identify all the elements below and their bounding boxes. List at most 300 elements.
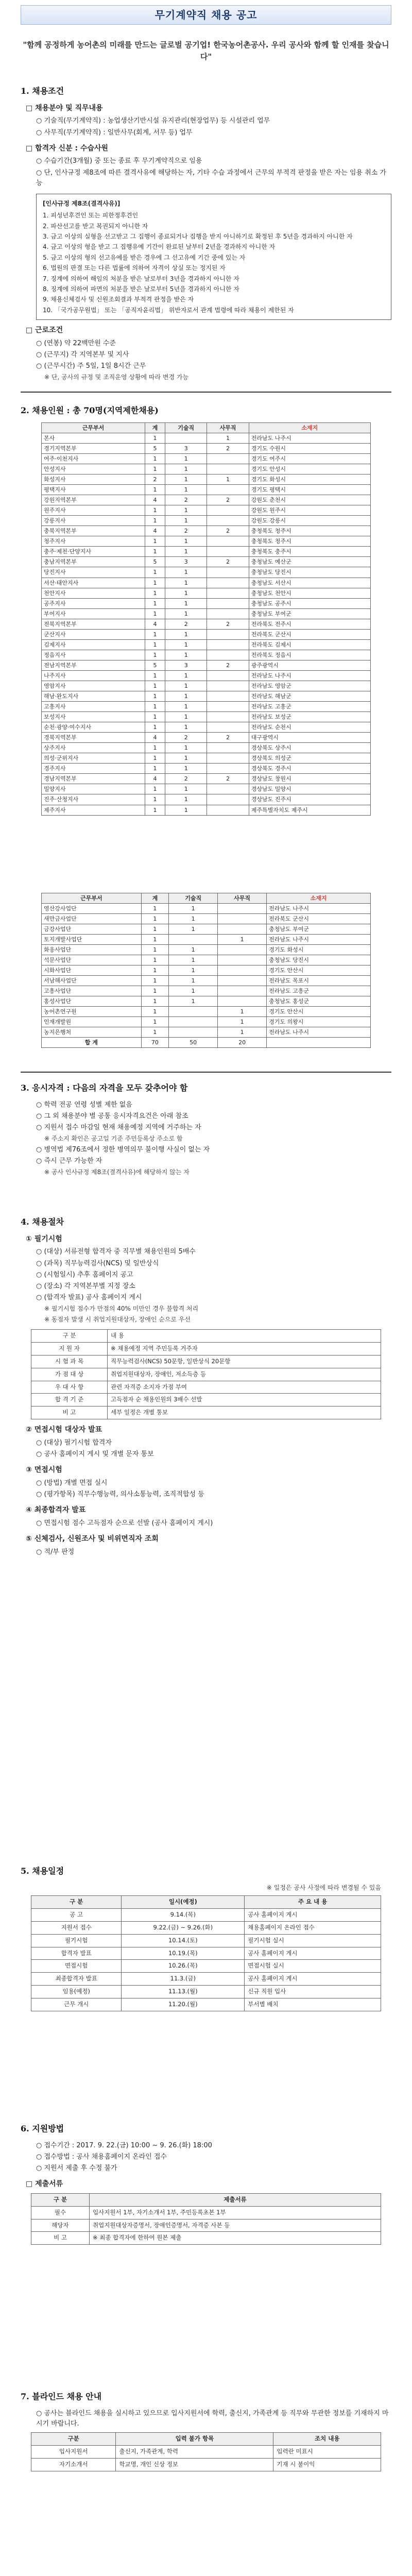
table-cell: 1 bbox=[165, 453, 207, 464]
table-cell: 1 bbox=[169, 955, 218, 965]
table-cell: 1 bbox=[218, 1027, 267, 1038]
list-item: ○ 지원서 제출 후 수정 불가 bbox=[36, 2164, 117, 2173]
list-item: ○ 즉시 근무 가능한 자 bbox=[36, 1157, 102, 1165]
col-total: 계 bbox=[141, 893, 168, 903]
list-item: ○ (과목) 직무능력검사(NCS) 및 일반상식 bbox=[36, 1259, 159, 1267]
table-cell: 전라남도 영암군 bbox=[249, 681, 370, 691]
table-cell: 나주지사 bbox=[42, 670, 145, 681]
table-cell: 필수 bbox=[31, 2206, 90, 2219]
table-cell: 필기시험 실시 bbox=[245, 1934, 381, 1947]
schedule-table bbox=[31, 1895, 381, 2011]
table-cell: 상주지사 bbox=[42, 743, 145, 753]
box-line: 10. 「국가공무원법」 또는 「공직자윤리법」 위반자로서 관계 법령에 따라 채용이 제한된 자 bbox=[43, 306, 294, 314]
list-item: ○ 그 외 채용분야 별 공통 응시자격요건은 아래 참조 bbox=[36, 1112, 188, 1120]
box-line: 1. 피성년후견인 또는 피한정후견인 bbox=[43, 212, 139, 219]
table-cell: 충청남도 홍성군 bbox=[267, 996, 371, 1007]
sub-heading: ⑤ 신체검사, 신원조사 및 비위면직자 조회 bbox=[26, 1534, 159, 1543]
col-kind: 구 분 bbox=[31, 2193, 90, 2206]
section-headcount bbox=[21, 404, 391, 1048]
table-cell: 서남해사업단 bbox=[42, 975, 142, 986]
note: ※ 필기시험 점수가 만점의 40% 미만인 경우 불합격 처리 bbox=[44, 1305, 199, 1313]
table-cell: 4 bbox=[145, 495, 165, 505]
table-cell: 기재 시 불이익 bbox=[273, 2458, 381, 2471]
table-cell: 충청북도 충주시 bbox=[249, 547, 370, 557]
table-cell: 최종합격자 발표 bbox=[31, 1973, 122, 1986]
table-row bbox=[31, 2445, 381, 2458]
col-location: 소재지 bbox=[267, 893, 371, 903]
table-cell: 고흥사업단 bbox=[42, 986, 142, 996]
table-cell bbox=[218, 975, 267, 986]
table-cell bbox=[218, 986, 267, 996]
table-cell: 4 bbox=[145, 619, 165, 629]
col-item: 입력 불가 항목 bbox=[116, 2433, 273, 2446]
table-cell: 1 bbox=[145, 650, 165, 660]
table-cell: 고흥지사 bbox=[42, 702, 145, 712]
table-cell: 채용홈페이지 온라인 접수 bbox=[245, 1922, 381, 1935]
table-cell bbox=[207, 805, 249, 815]
table-cell: 1 bbox=[141, 924, 168, 934]
table-cell bbox=[207, 485, 249, 495]
table-cell bbox=[207, 794, 249, 805]
table-cell: 3 bbox=[165, 557, 207, 567]
table-cell: 9.22.(금) ~ 9.26.(화) bbox=[122, 1922, 245, 1935]
table-cell: 부여지사 bbox=[42, 608, 145, 619]
table-cell: 경기도 여주시 bbox=[249, 453, 370, 464]
table-cell: 충청남도 서산시 bbox=[249, 578, 370, 588]
col-office: 사무직 bbox=[218, 893, 267, 903]
table-cell: 1 bbox=[218, 1017, 267, 1027]
table-row bbox=[31, 1986, 381, 1998]
table-cell: 1 bbox=[165, 608, 207, 619]
table-cell: 세부 일정은 개별 통보 bbox=[108, 1406, 381, 1419]
table-cell: 해남·완도지사 bbox=[42, 691, 145, 702]
sub-heading: □ 제출서류 bbox=[26, 2180, 63, 2189]
table-cell bbox=[207, 453, 249, 464]
table-cell: 토지개발사업단 bbox=[42, 934, 142, 944]
sub-heading: □ 채용분야 및 직무내용 bbox=[26, 104, 103, 112]
list-item: ○ 공사는 블라인드 채용을 실시하고 있으므로 입사지원서에 학력, 출신지, 가족관계 등 직무와 무관한 정보를 기재하지 마시기 바랍니다. bbox=[36, 2409, 389, 2428]
table-cell: 1 bbox=[145, 722, 165, 733]
table-cell: 경기도 안산시 bbox=[267, 965, 371, 975]
table-cell: 부서별 배치 bbox=[245, 1998, 381, 2011]
table-cell bbox=[207, 598, 249, 608]
table-cell: 우 대 사 항 bbox=[31, 1381, 108, 1394]
table-cell bbox=[207, 722, 249, 733]
table-cell: 11.20.(월) bbox=[122, 1998, 245, 2011]
process-detail-table bbox=[31, 1329, 381, 1419]
total-row bbox=[42, 1038, 371, 1048]
list-item: ○ 단, 인사규정 제8조에 따른 결격사유에 해당하는 자, 기타 수습 과정에서 근무의 부적격 판정을 받은 자는 임용 취소 가능 bbox=[36, 168, 386, 187]
table-cell: 합 격 기 준 bbox=[31, 1394, 108, 1406]
list-item: ○ (대상) 필기시험 합격자 bbox=[36, 1438, 112, 1447]
table-cell: 면접시험 bbox=[31, 1960, 122, 1973]
table-cell: 경남지역본부 bbox=[42, 774, 145, 784]
table-cell: 서산·태안지사 bbox=[42, 578, 145, 588]
table-cell bbox=[169, 1007, 218, 1017]
table-cell: 경기도 안산시 bbox=[267, 1007, 371, 1017]
col-action: 조치 내용 bbox=[273, 2433, 381, 2446]
table-cell: 2 bbox=[207, 619, 249, 629]
table-cell: 홍성사업단 bbox=[42, 996, 142, 1007]
table-cell: 1 bbox=[145, 743, 165, 753]
table-cell: 임용(예정) bbox=[31, 1986, 122, 1998]
table-cell bbox=[218, 903, 267, 913]
table-cell: 1 bbox=[169, 965, 218, 975]
table-cell: 1 bbox=[165, 691, 207, 702]
table-row bbox=[31, 1973, 381, 1986]
table-row bbox=[42, 567, 371, 578]
table-cell: 2 bbox=[207, 557, 249, 567]
table-cell bbox=[207, 681, 249, 691]
table-cell bbox=[218, 965, 267, 975]
table-row bbox=[42, 619, 371, 629]
col-kind: 구분 bbox=[31, 2433, 116, 2446]
table-cell: 경기도 의왕시 bbox=[267, 1017, 371, 1027]
table-cell: 2 bbox=[207, 733, 249, 743]
table-cell: 1 bbox=[141, 975, 168, 986]
table-cell: 1 bbox=[169, 944, 218, 955]
table-cell: 1 bbox=[165, 805, 207, 815]
table-cell: 1 bbox=[165, 588, 207, 598]
table-cell bbox=[207, 629, 249, 639]
table-cell: 공 고 bbox=[31, 1909, 122, 1922]
table-cell: 관련 자격증 소지자 가점 부여 bbox=[108, 1381, 381, 1394]
list-item: ○ 수습기간(3개월) 중 또는 종료 후 무기계약직으로 임용 bbox=[36, 157, 202, 165]
table-cell: 원주지사 bbox=[42, 505, 145, 516]
col-office: 사무직 bbox=[207, 422, 249, 433]
table-cell: 경기도 안성시 bbox=[249, 464, 370, 474]
table-cell: 지 원 자 bbox=[31, 1343, 108, 1355]
table-cell bbox=[207, 702, 249, 712]
list-item: ○ 병역법 제76조에서 정한 병역의무 불이행 사실이 없는 자 bbox=[36, 1145, 210, 1154]
section-title: 4. 채용절차 bbox=[21, 1217, 64, 1227]
table-row bbox=[42, 955, 371, 965]
table-cell: 강원도 강릉시 bbox=[249, 516, 370, 526]
table-cell: 1 bbox=[169, 996, 218, 1007]
total-label: 합 계 bbox=[42, 1038, 142, 1048]
table-cell: 새만금사업단 bbox=[42, 913, 142, 924]
table-cell: 1 bbox=[145, 784, 165, 794]
headcount-table-b bbox=[41, 893, 371, 1048]
table-cell: 밀양지사 bbox=[42, 784, 145, 794]
table-row bbox=[42, 805, 371, 815]
table-row bbox=[42, 474, 371, 485]
table-row bbox=[31, 1934, 381, 1947]
disqualification-box bbox=[36, 194, 391, 320]
table-cell: 2 bbox=[145, 474, 165, 485]
col-dept: 근무부서 bbox=[42, 422, 145, 433]
table-row bbox=[31, 1355, 381, 1368]
table-cell: 1 bbox=[165, 681, 207, 691]
table-cell: 경상북도 경주시 bbox=[249, 764, 370, 774]
table-cell: 1 bbox=[141, 1027, 168, 1038]
table-cell: 비 고 bbox=[31, 1406, 108, 1419]
box-line: 3. 금고 이상의 실형을 선고받고 그 집행이 종료되거나 집행을 받지 아니하기로 확정된 후 5년을 경과하지 아니한 자 bbox=[43, 233, 353, 241]
table-cell: 1 bbox=[207, 433, 249, 443]
table-cell: 1 bbox=[145, 753, 165, 764]
list-item: ○ (방법) 개별 면접 실시 bbox=[36, 1479, 108, 1487]
table-row bbox=[42, 975, 371, 986]
table-cell: 충남지역본부 bbox=[42, 557, 145, 567]
table-cell: 전라남도 해남군 bbox=[249, 691, 370, 702]
table-row bbox=[42, 965, 371, 975]
table-row bbox=[42, 733, 371, 743]
section-title: 3. 응시자격 : 다음의 자격을 모두 갖추어야 함 bbox=[21, 1083, 188, 1093]
section-title: 1. 채용조건 bbox=[21, 86, 64, 96]
table-cell: 영암지사 bbox=[42, 681, 145, 691]
table-cell: 입사지원서 1부, 자기소개서 1부, 주민등록초본 1부 bbox=[90, 2206, 381, 2219]
sub-heading: ③ 면접시험 bbox=[26, 1466, 62, 1475]
table-row bbox=[42, 650, 371, 660]
table-cell: 1 bbox=[165, 639, 207, 650]
blind-table bbox=[31, 2432, 381, 2471]
table-cell: 김제지사 bbox=[42, 639, 145, 650]
table-cell: 전라북도 정읍시 bbox=[249, 650, 370, 660]
table-cell: 공사 홈페이지 게시 bbox=[245, 1973, 381, 1986]
table-cell: 1 bbox=[145, 505, 165, 516]
table-cell: 2 bbox=[207, 774, 249, 784]
table-cell: 여주·이천지사 bbox=[42, 453, 145, 464]
list-item: ○ 학력 전공 연령 성별 제한 없음 bbox=[36, 1100, 132, 1109]
table-cell: 충청북도 청주시 bbox=[249, 526, 370, 536]
table-cell: 1 bbox=[145, 453, 165, 464]
table-cell: 1 bbox=[165, 764, 207, 774]
table-cell: 1 bbox=[165, 536, 207, 547]
table-row bbox=[31, 1960, 381, 1973]
table-cell: 공사 홈페이지 게시 bbox=[245, 1909, 381, 1922]
table-row bbox=[42, 464, 371, 474]
table-cell: 1 bbox=[165, 547, 207, 557]
table-cell: 전라남도 목포시 bbox=[267, 975, 371, 986]
table-row bbox=[31, 1947, 381, 1960]
table-cell: 경상남도 밀양시 bbox=[249, 784, 370, 794]
total-cell: 50 bbox=[169, 1038, 218, 1048]
table-cell: 1 bbox=[145, 547, 165, 557]
box-line: 4. 금고 이상의 형을 받고 그 집행유예 기간이 완료된 날부터 2년을 경과하지 아니한 자 bbox=[43, 243, 276, 251]
table-cell bbox=[207, 608, 249, 619]
table-cell: 1 bbox=[141, 1017, 168, 1027]
table-cell: 1 bbox=[165, 464, 207, 474]
box-line: 8. 징계에 의하여 파면의 처분을 받은 날로부터 5년을 경과하지 아니한 자 bbox=[43, 285, 239, 293]
table-cell bbox=[218, 924, 267, 934]
table-cell: 1 bbox=[165, 485, 207, 495]
table-cell: 2 bbox=[165, 619, 207, 629]
table-cell: 11.3.(금) bbox=[122, 1973, 245, 1986]
table-row bbox=[42, 774, 371, 784]
table-cell: ※ 채용예정 지역 주민등록 거주자 bbox=[108, 1343, 381, 1355]
table-cell: 2 bbox=[165, 733, 207, 743]
table-cell: 취업지원대상자, 장애인, 저소득층 등 bbox=[108, 1368, 381, 1381]
table-cell: 공사 홈페이지 게시 bbox=[245, 1947, 381, 1960]
table-row bbox=[31, 2458, 381, 2471]
col-total: 계 bbox=[145, 422, 165, 433]
table-cell: 경기지역본부 bbox=[42, 443, 145, 453]
table-row bbox=[42, 505, 371, 516]
table-cell bbox=[169, 1017, 218, 1027]
note: ※ 공사 인사규정 제8조(결격사유)에 해당하지 않는 자 bbox=[44, 1168, 190, 1176]
table-cell: 경상북도 의성군 bbox=[249, 753, 370, 764]
section-process bbox=[21, 1216, 391, 1558]
table-row bbox=[42, 986, 371, 996]
table-cell bbox=[165, 433, 207, 443]
table-cell: 2 bbox=[165, 526, 207, 536]
slogan: "함께 공정하게 농어촌의 미래를 만드는 글로벌 공기업! 한국농어촌공사. 우리 공사와 함께 할 인재를 찾습니다" bbox=[23, 40, 389, 61]
table-cell bbox=[218, 913, 267, 924]
table-cell: 1 bbox=[165, 784, 207, 794]
table-cell: 10.19.(목) bbox=[122, 1947, 245, 1960]
table-cell: 1 bbox=[141, 996, 168, 1007]
table-row bbox=[31, 1368, 381, 1381]
table-cell: 4 bbox=[145, 774, 165, 784]
table-cell bbox=[207, 743, 249, 753]
table-cell: 강원도 원주시 bbox=[249, 505, 370, 516]
col-desc: 주 요 내 용 bbox=[245, 1896, 381, 1909]
box-line: 5. 금고 이상의 형의 선고유예를 받은 경우에 그 선고유예 기간 중에 있는 자 bbox=[43, 253, 246, 261]
col-docs: 제출서류 bbox=[90, 2193, 381, 2206]
table-cell: 경북지역본부 bbox=[42, 733, 145, 743]
table-cell: 화성지사 bbox=[42, 474, 145, 485]
table-cell: 1 bbox=[165, 578, 207, 588]
table-cell: 석문사업단 bbox=[42, 955, 142, 965]
table-cell: 2 bbox=[165, 774, 207, 784]
table-row bbox=[31, 2206, 381, 2219]
table-cell: 고득점자 순 채용인원의 3배수 선발 bbox=[108, 1394, 381, 1406]
table-cell: 1 bbox=[169, 924, 218, 934]
table-cell: 군산지사 bbox=[42, 629, 145, 639]
table-row bbox=[31, 1343, 381, 1355]
total-cell: 20 bbox=[218, 1038, 267, 1048]
table-row bbox=[31, 1406, 381, 1419]
table-cell: 1 bbox=[145, 805, 165, 815]
table-row bbox=[31, 1394, 381, 1406]
table-cell bbox=[207, 753, 249, 764]
table-cell: 전라남도 나주시 bbox=[267, 934, 371, 944]
list-item: ○ (평가항목) 직무수행능력, 의사소통능력, 조직적합성 등 bbox=[36, 1490, 204, 1498]
table-cell: 전라북도 군산시 bbox=[249, 629, 370, 639]
table-cell bbox=[218, 944, 267, 955]
table-cell: 1 bbox=[145, 629, 165, 639]
table-cell: 1 bbox=[141, 955, 168, 965]
table-cell: 비 고 bbox=[31, 2232, 90, 2245]
table-cell: 충청남도 당진시 bbox=[267, 955, 371, 965]
table-cell: 강원도 춘천시 bbox=[249, 495, 370, 505]
table-cell: 1 bbox=[141, 1007, 168, 1017]
table-cell: 취업지원대상자증명서, 장애인증명서, 자격증 사본 등 bbox=[90, 2219, 381, 2232]
table-cell: 1 bbox=[218, 934, 267, 944]
table-row bbox=[42, 443, 371, 453]
section-title: 2. 채용인원 : 총 70명(지역제한채용) bbox=[21, 405, 159, 415]
col-location: 소재지 bbox=[249, 422, 370, 433]
table-cell: 청주지사 bbox=[42, 536, 145, 547]
table-cell: 1 bbox=[145, 794, 165, 805]
table-cell: 신규 직원 입사 bbox=[245, 1986, 381, 1998]
table-row bbox=[42, 702, 371, 712]
table-cell: 경기도 평택시 bbox=[249, 485, 370, 495]
table-cell: 보성지사 bbox=[42, 712, 145, 722]
table-cell bbox=[207, 712, 249, 722]
table-cell: 1 bbox=[165, 743, 207, 753]
sub-heading: □ 합격자 신분 : 수습사원 bbox=[26, 144, 109, 152]
table-row bbox=[42, 996, 371, 1007]
table-cell: 시 험 과 목 bbox=[31, 1355, 108, 1368]
table-cell: 순천·광양·여수지사 bbox=[42, 722, 145, 733]
table-cell: 1 bbox=[145, 764, 165, 774]
table-cell: 전라북도 김제시 bbox=[249, 639, 370, 650]
table-cell: 해당자 bbox=[31, 2219, 90, 2232]
list-item: ○ 면접시험 점수 고득점자 순으로 선발 (공사 홈페이지 게시) bbox=[36, 1519, 213, 1527]
table-cell: 3 bbox=[165, 660, 207, 670]
table-cell: 합격자 발표 bbox=[31, 1947, 122, 1960]
table-row bbox=[42, 433, 371, 443]
table-cell bbox=[207, 516, 249, 526]
section-apply bbox=[21, 2123, 391, 2245]
table-cell: 경기도 화성시 bbox=[267, 944, 371, 955]
table-cell: 1 bbox=[145, 670, 165, 681]
table-cell: 전남지역본부 bbox=[42, 660, 145, 670]
col-tech: 기술직 bbox=[165, 422, 207, 433]
table-cell: 전라남도 순천시 bbox=[249, 722, 370, 733]
table-cell: 1 bbox=[141, 903, 168, 913]
table-row bbox=[42, 485, 371, 495]
table-row bbox=[42, 608, 371, 619]
col-date: 일시(예정) bbox=[122, 1896, 245, 1909]
table-cell: 1 bbox=[165, 670, 207, 681]
table-cell: 1 bbox=[165, 712, 207, 722]
table-cell: 평택지사 bbox=[42, 485, 145, 495]
table-cell: 근무 개시 bbox=[31, 1998, 122, 2011]
table-row bbox=[31, 1909, 381, 1922]
table-cell: 9.14.(목) bbox=[122, 1909, 245, 1922]
table-cell: 경상북도 상주시 bbox=[249, 743, 370, 753]
table-cell: 전라남도 나주시 bbox=[249, 670, 370, 681]
col-stage: 구 분 bbox=[31, 1896, 122, 1909]
table-cell: 강원지역본부 bbox=[42, 495, 145, 505]
table-row bbox=[31, 1998, 381, 2011]
table-cell: 면접시험 실시 bbox=[245, 1960, 381, 1973]
table-row bbox=[42, 784, 371, 794]
table-row bbox=[42, 1017, 371, 1027]
total-cell: 70 bbox=[141, 1038, 168, 1048]
table-cell: 1 bbox=[165, 567, 207, 578]
divider bbox=[21, 392, 391, 393]
table-cell: 1 bbox=[145, 588, 165, 598]
table-cell: 1 bbox=[141, 986, 168, 996]
table-cell: 강릉지사 bbox=[42, 516, 145, 526]
table-row bbox=[42, 764, 371, 774]
table-cell: 1 bbox=[145, 578, 165, 588]
table-cell: 1 bbox=[165, 505, 207, 516]
sub-heading: ④ 최종합격자 발표 bbox=[26, 1506, 86, 1514]
table-cell: 10.14.(토) bbox=[122, 1934, 245, 1947]
table-row bbox=[42, 639, 371, 650]
table-row bbox=[42, 691, 371, 702]
table-row bbox=[42, 1027, 371, 1038]
table-row bbox=[42, 924, 371, 934]
table-cell bbox=[207, 764, 249, 774]
table-row bbox=[42, 526, 371, 536]
table-cell: 1 bbox=[145, 485, 165, 495]
table-cell: 1 bbox=[141, 934, 168, 944]
table-row bbox=[42, 1007, 371, 1017]
table-cell: 1 bbox=[145, 433, 165, 443]
table-row bbox=[42, 794, 371, 805]
schedule-note: ※ 일정은 공사 사정에 따라 변경될 수 있음 bbox=[266, 1884, 381, 1891]
table-cell: 1 bbox=[145, 691, 165, 702]
table-cell: 1 bbox=[145, 681, 165, 691]
table-cell: 1 bbox=[169, 913, 218, 924]
table-cell bbox=[207, 464, 249, 474]
table-cell: 2 bbox=[165, 495, 207, 505]
